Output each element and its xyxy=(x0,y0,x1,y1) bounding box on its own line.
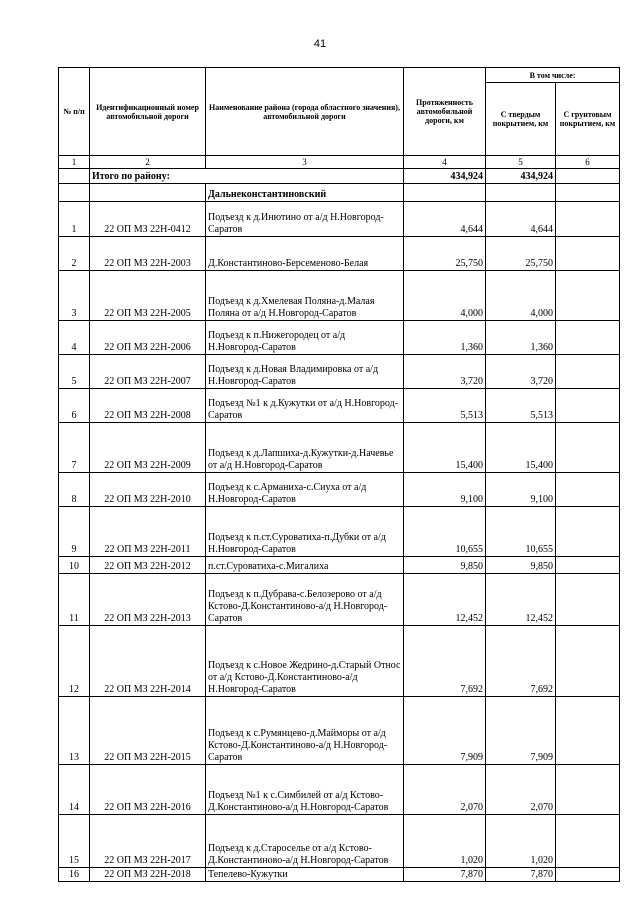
table-row xyxy=(59,271,620,321)
table-row xyxy=(59,237,620,271)
row-num: 3 xyxy=(59,271,90,321)
road-name: Подъезд к с.Румянцево-д.Майморы от а/д Кстово-Д.Константиново-а/д Н.Новгород-Саратов xyxy=(206,697,404,765)
road-hard: 7,909 xyxy=(486,697,556,765)
total-label: Итого по району: xyxy=(90,169,404,184)
road-hard: 1,360 xyxy=(486,321,556,355)
road-id: 22 ОП МЗ 22Н-2013 xyxy=(90,574,206,626)
row-num: 16 xyxy=(59,868,90,882)
column-number: 5 xyxy=(486,156,556,169)
table-row xyxy=(59,868,620,882)
district-row xyxy=(59,184,620,202)
district-ground-cell xyxy=(556,184,620,202)
road-name: Подъезд к д.Новая Владимировка от а/д Н.Новгород-Саратов xyxy=(206,355,404,389)
road-id: 22 ОП МЗ 22Н-2010 xyxy=(90,473,206,507)
road-hard: 2,070 xyxy=(486,765,556,815)
table-row xyxy=(59,355,620,389)
header-name: Наименование района (города областного значения), автомобильной дороги xyxy=(206,68,404,156)
table-row xyxy=(59,574,620,626)
road-hard: 10,655 xyxy=(486,507,556,557)
table-row xyxy=(59,626,620,697)
column-number: 6 xyxy=(556,156,620,169)
page-number: 41 xyxy=(313,38,327,50)
column-number: 1 xyxy=(59,156,90,169)
road-ground xyxy=(556,697,620,765)
table-row xyxy=(59,423,620,473)
district-hard-cell xyxy=(486,184,556,202)
road-name: Подъезд к д.Лапшиха-д.Кужутки-д.Начевье от а/д Н.Новгород-Саратов xyxy=(206,423,404,473)
road-hard: 7,870 xyxy=(486,868,556,882)
road-id: 22 ОП МЗ 22Н-2009 xyxy=(90,423,206,473)
road-hard: 12,452 xyxy=(486,574,556,626)
road-hard: 4,000 xyxy=(486,271,556,321)
column-number: 4 xyxy=(404,156,486,169)
total-hard: 434,924 xyxy=(486,169,556,184)
header-including: В том числе: xyxy=(486,68,620,83)
road-ground xyxy=(556,389,620,423)
road-length: 2,070 xyxy=(404,765,486,815)
road-length: 4,644 xyxy=(404,202,486,237)
total-num-cell xyxy=(59,169,90,184)
row-num: 5 xyxy=(59,355,90,389)
header-num: № п/п xyxy=(59,68,90,156)
district-name: Дальнеконстантиновский xyxy=(206,184,404,202)
road-id: 22 ОП МЗ 22Н-2011 xyxy=(90,507,206,557)
district-num-cell xyxy=(59,184,90,202)
road-ground xyxy=(556,868,620,882)
table-row xyxy=(59,473,620,507)
road-id: 22 ОП МЗ 22Н-2015 xyxy=(90,697,206,765)
road-hard: 9,850 xyxy=(486,557,556,574)
row-num: 7 xyxy=(59,423,90,473)
road-name: Подъезд к с.Арманиха-с.Сиуха от а/д Н.Новгород-Саратов xyxy=(206,473,404,507)
table-row xyxy=(59,697,620,765)
header-hard: С твердым покрытием, км xyxy=(486,83,556,156)
road-hard: 3,720 xyxy=(486,355,556,389)
table-row xyxy=(59,202,620,237)
header-row-top xyxy=(59,68,620,83)
row-num: 1 xyxy=(59,202,90,237)
road-ground xyxy=(556,557,620,574)
road-name: Д.Константиново-Берсеменово-Белая xyxy=(206,237,404,271)
road-name: Тепелево-Кужутки xyxy=(206,868,404,882)
road-length: 7,692 xyxy=(404,626,486,697)
road-id: 22 ОП МЗ 22Н-2018 xyxy=(90,868,206,882)
road-name: Подъезд к п.ст.Суроватиха-п.Дубки от а/д Н.Новгород-Саратов xyxy=(206,507,404,557)
column-numbers-row xyxy=(59,156,620,169)
road-length: 9,100 xyxy=(404,473,486,507)
road-ground xyxy=(556,321,620,355)
road-name: Подъезд к д.Инютино от а/д Н.Новгород-Саратов xyxy=(206,202,404,237)
road-ground xyxy=(556,574,620,626)
road-id: 22 ОП МЗ 22Н-2008 xyxy=(90,389,206,423)
road-ground xyxy=(556,202,620,237)
road-ground xyxy=(556,626,620,697)
road-length: 4,000 xyxy=(404,271,486,321)
header-length: Протяженность автомобильной дороги, км xyxy=(404,68,486,156)
row-num: 10 xyxy=(59,557,90,574)
table-row xyxy=(59,389,620,423)
row-num: 9 xyxy=(59,507,90,557)
table-row xyxy=(59,765,620,815)
road-id: 22 ОП МЗ 22Н-2014 xyxy=(90,626,206,697)
road-name: Подъезд к п.Нижегородец от а/д Н.Новгород-Саратов xyxy=(206,321,404,355)
road-id: 22 ОП МЗ 22Н-2005 xyxy=(90,271,206,321)
roads-table xyxy=(58,67,620,882)
road-ground xyxy=(556,271,620,321)
road-length: 7,870 xyxy=(404,868,486,882)
total-row xyxy=(59,169,620,184)
road-name: Подъезд №1 к с.Симбилей от а/д Кстово-Д.Константиново-а/д Н.Новгород-Саратов xyxy=(206,765,404,815)
header-id: Идентификационный номер автомобильной дороги xyxy=(90,68,206,156)
road-hard: 9,100 xyxy=(486,473,556,507)
road-hard: 1,020 xyxy=(486,815,556,868)
road-name: Подъезд к д.Хмелевая Поляна-д.Малая Поляна от а/д Н.Новгород-Саратов xyxy=(206,271,404,321)
road-ground xyxy=(556,237,620,271)
road-id: 22 ОП МЗ 22Н-2016 xyxy=(90,765,206,815)
road-id: 22 ОП МЗ 22Н-2006 xyxy=(90,321,206,355)
road-id: 22 ОП МЗ 22Н-2017 xyxy=(90,815,206,868)
road-id: 22 ОП МЗ 22Н-2003 xyxy=(90,237,206,271)
road-length: 15,400 xyxy=(404,423,486,473)
road-id: 22 ОП МЗ 22Н-2007 xyxy=(90,355,206,389)
road-ground xyxy=(556,765,620,815)
road-hard: 15,400 xyxy=(486,423,556,473)
table-row xyxy=(59,815,620,868)
road-length: 5,513 xyxy=(404,389,486,423)
row-num: 2 xyxy=(59,237,90,271)
district-length-cell xyxy=(404,184,486,202)
row-num: 4 xyxy=(59,321,90,355)
road-length: 3,720 xyxy=(404,355,486,389)
road-hard: 25,750 xyxy=(486,237,556,271)
table-row xyxy=(59,321,620,355)
road-ground xyxy=(556,507,620,557)
total-ground xyxy=(556,169,620,184)
header-ground: С грунтовым покрытием, км xyxy=(556,83,620,156)
road-id: 22 ОП МЗ 22Н-0412 xyxy=(90,202,206,237)
road-length: 12,452 xyxy=(404,574,486,626)
row-num: 14 xyxy=(59,765,90,815)
table-row xyxy=(59,507,620,557)
road-length: 7,909 xyxy=(404,697,486,765)
road-ground xyxy=(556,355,620,389)
road-hard: 5,513 xyxy=(486,389,556,423)
road-id: 22 ОП МЗ 22Н-2012 xyxy=(90,557,206,574)
road-ground xyxy=(556,473,620,507)
row-num: 8 xyxy=(59,473,90,507)
road-ground xyxy=(556,815,620,868)
road-name: п.ст.Суроватиха-с.Мигалиха xyxy=(206,557,404,574)
table-row xyxy=(59,557,620,574)
road-name: Подъезд №1 к д.Кужутки от а/д Н.Новгород-Саратов xyxy=(206,389,404,423)
road-length: 1,020 xyxy=(404,815,486,868)
column-number: 2 xyxy=(90,156,206,169)
road-name: Подъезд к с.Новое Жедрино-д.Старый Относ от а/д Кстово-Д.Константиново-а/д Н.Новгород-Саратов xyxy=(206,626,404,697)
row-num: 12 xyxy=(59,626,90,697)
row-num: 11 xyxy=(59,574,90,626)
road-length: 10,655 xyxy=(404,507,486,557)
row-num: 6 xyxy=(59,389,90,423)
road-length: 25,750 xyxy=(404,237,486,271)
row-num: 15 xyxy=(59,815,90,868)
district-id-cell xyxy=(90,184,206,202)
total-length: 434,924 xyxy=(404,169,486,184)
road-ground xyxy=(556,423,620,473)
road-length: 1,360 xyxy=(404,321,486,355)
road-hard: 4,644 xyxy=(486,202,556,237)
road-name: Подъезд к д.Староселье от а/д Кстово-Д.Константиново-а/д Н.Новгород-Саратов xyxy=(206,815,404,868)
road-length: 9,850 xyxy=(404,557,486,574)
row-num: 13 xyxy=(59,697,90,765)
road-name: Подъезд к п.Дубрава-с.Белозерово от а/д Кстово-Д.Константиново-а/д Н.Новгород-Саратов xyxy=(206,574,404,626)
column-number: 3 xyxy=(206,156,404,169)
road-hard: 7,692 xyxy=(486,626,556,697)
